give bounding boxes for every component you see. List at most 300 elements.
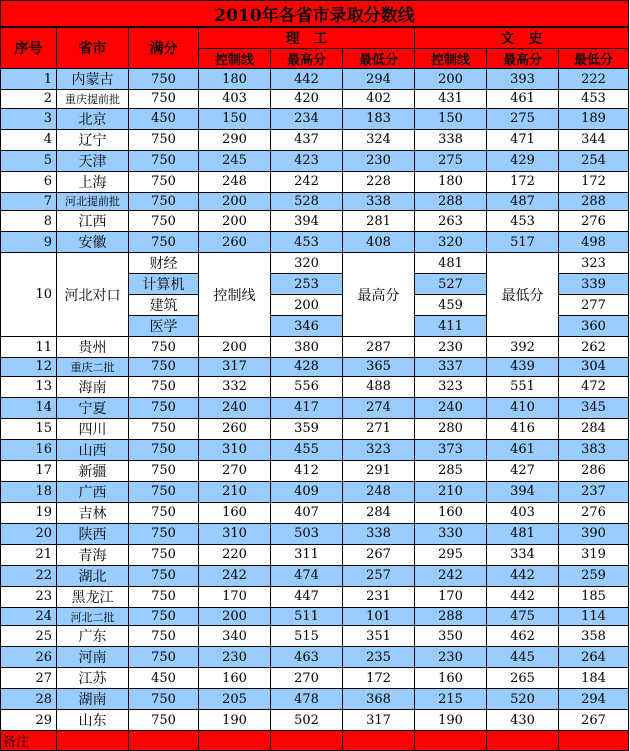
arts-control-cell: 373	[415, 439, 487, 460]
arts-max-cell: 394	[487, 481, 559, 502]
science-max-cell: 311	[271, 544, 343, 565]
table-row	[1, 647, 629, 668]
arts-max-cell: 429	[487, 150, 559, 171]
science-max-cell: 359	[271, 418, 343, 439]
arts-min-cell: 184	[559, 668, 629, 689]
science-min-cell: 368	[343, 689, 415, 710]
science-max-cell: 320	[271, 253, 343, 274]
science-min-cell: 248	[343, 481, 415, 502]
province-cell: 重庆二批	[57, 358, 129, 377]
science-control-cell: 403	[199, 90, 271, 109]
table-row	[1, 710, 629, 731]
science-max-cell: 437	[271, 129, 343, 150]
header-arts-control: 控制线	[415, 49, 487, 69]
arts-control-cell: 160	[415, 668, 487, 689]
arts-max-cell: 481	[487, 523, 559, 544]
arts-max-cell: 487	[487, 192, 559, 211]
arts-control-cell: 481	[415, 253, 487, 274]
table-row	[1, 481, 629, 502]
arts-min-cell: 259	[559, 565, 629, 586]
header-province: 省市	[57, 27, 129, 69]
science-min-cell: 408	[343, 232, 415, 253]
arts-control-cell: 320	[415, 232, 487, 253]
header-science-control: 控制线	[199, 49, 271, 69]
province-cell: 贵州	[57, 337, 129, 358]
arts-max-cell: 410	[487, 397, 559, 418]
science-min-cell: 402	[343, 90, 415, 109]
science-control-cell: 310	[199, 523, 271, 544]
arts-max-cell: 392	[487, 337, 559, 358]
arts-min-cell: 284	[559, 418, 629, 439]
arts-min-cell: 453	[559, 90, 629, 109]
header-arts-max: 最高分	[487, 49, 559, 69]
arts-max-cell: 172	[487, 171, 559, 192]
note-empty-cell	[129, 731, 199, 751]
arts-min-cell: 276	[559, 211, 629, 232]
full-score-cell: 750	[129, 397, 199, 418]
arts-min-cell: 323	[559, 253, 629, 274]
header-seq: 序号	[1, 27, 57, 69]
full-score-cell: 750	[129, 502, 199, 523]
row-number: 1	[1, 69, 57, 90]
row-number: 29	[1, 710, 57, 731]
province-cell: 河南	[57, 647, 129, 668]
row-number: 26	[1, 647, 57, 668]
full-score-cell: 750	[129, 586, 199, 607]
science-max-cell: 407	[271, 502, 343, 523]
table-row	[1, 460, 629, 481]
arts-min-cell: 360	[559, 316, 629, 337]
row-number: 24	[1, 607, 57, 626]
row-number: 17	[1, 460, 57, 481]
arts-min-cell: 390	[559, 523, 629, 544]
science-max-cell: 270	[271, 668, 343, 689]
full-score-cell: 750	[129, 418, 199, 439]
header-arts: 文 史	[415, 27, 629, 49]
arts-max-cell: 461	[487, 90, 559, 109]
arts-max-cell: 462	[487, 626, 559, 647]
arts-min-cell: 277	[559, 295, 629, 316]
arts-min-cell: 286	[559, 460, 629, 481]
row-number: 22	[1, 565, 57, 586]
science-min-cell: 338	[343, 192, 415, 211]
science-max-cell: 478	[271, 689, 343, 710]
arts-min-cell: 172	[559, 171, 629, 192]
arts-control-cell: 263	[415, 211, 487, 232]
table-row	[1, 129, 629, 150]
arts-control-cell: 230	[415, 647, 487, 668]
arts-max-cell: 416	[487, 418, 559, 439]
row-number: 5	[1, 150, 57, 171]
science-min-cell: 271	[343, 418, 415, 439]
row-number: 25	[1, 626, 57, 647]
science-max-cell: 380	[271, 337, 343, 358]
note-empty-cell	[199, 731, 271, 751]
note-row	[1, 731, 629, 751]
science-max-cell: 502	[271, 710, 343, 731]
science-min-cell: 172	[343, 668, 415, 689]
province-cell: 辽宁	[57, 129, 129, 150]
science-control-cell: 150	[199, 108, 271, 129]
province-cell: 北京	[57, 108, 129, 129]
table-row	[1, 607, 629, 626]
province-cell: 四川	[57, 418, 129, 439]
note-label: 备注	[1, 731, 57, 751]
arts-min-cell: 319	[559, 544, 629, 565]
table-row	[1, 108, 629, 129]
province-cell: 吉林	[57, 502, 129, 523]
full-score-cell: 450	[129, 108, 199, 129]
science-max-cell: 423	[271, 150, 343, 171]
table-row	[1, 565, 629, 586]
science-control-cell: 180	[199, 69, 271, 90]
full-score-cell: 750	[129, 171, 199, 192]
arts-max-cell: 265	[487, 668, 559, 689]
arts-max-cell: 520	[487, 689, 559, 710]
science-min-cell: 235	[343, 647, 415, 668]
arts-max-cell: 439	[487, 358, 559, 377]
table-row	[1, 376, 629, 397]
science-max-cell: 428	[271, 358, 343, 377]
arts-control-cell: 280	[415, 418, 487, 439]
arts-control-cell: 240	[415, 397, 487, 418]
province-cell: 海南	[57, 376, 129, 397]
table-row	[1, 253, 629, 274]
table-row	[1, 523, 629, 544]
arts-control-cell: 210	[415, 481, 487, 502]
science-min-cell: 287	[343, 337, 415, 358]
science-min-cell: 284	[343, 502, 415, 523]
full-score-cell: 750	[129, 376, 199, 397]
arts-min-cell: 237	[559, 481, 629, 502]
province-cell: 江西	[57, 211, 129, 232]
full-score-cell: 450	[129, 668, 199, 689]
arts-min-cell: 288	[559, 192, 629, 211]
science-control-cell: 170	[199, 586, 271, 607]
science-min-cell: 317	[343, 710, 415, 731]
science-min-cell: 183	[343, 108, 415, 129]
full-score-cell: 750	[129, 192, 199, 211]
table-row	[1, 586, 629, 607]
arts-max-cell: 442	[487, 565, 559, 586]
science-control-cell: 290	[199, 129, 271, 150]
full-score-cell: 750	[129, 358, 199, 377]
table-row	[1, 337, 629, 358]
science-max-cell: 447	[271, 586, 343, 607]
arts-min-cell: 114	[559, 607, 629, 626]
full-score-cell: 750	[129, 607, 199, 626]
subcategory-cell: 建筑	[129, 295, 199, 316]
arts-max-cell: 471	[487, 129, 559, 150]
row-number: 9	[1, 232, 57, 253]
note-empty-cell	[343, 731, 415, 751]
arts-control-cell: 170	[415, 586, 487, 607]
full-score-cell: 750	[129, 626, 199, 647]
arts-control-cell: 200	[415, 69, 487, 90]
row-number: 23	[1, 586, 57, 607]
science-control-cell: 控制线	[199, 253, 271, 337]
full-score-cell: 750	[129, 460, 199, 481]
province-cell: 重庆提前批	[57, 90, 129, 109]
province-cell: 安徽	[57, 232, 129, 253]
note-empty-cell	[57, 731, 129, 751]
full-score-cell: 750	[129, 689, 199, 710]
row-number: 20	[1, 523, 57, 544]
science-control-cell: 260	[199, 232, 271, 253]
science-max-cell: 409	[271, 481, 343, 502]
science-control-cell: 240	[199, 397, 271, 418]
science-min-cell: 338	[343, 523, 415, 544]
subcategory-cell: 财经	[129, 253, 199, 274]
science-control-cell: 220	[199, 544, 271, 565]
full-score-cell: 750	[129, 710, 199, 731]
science-max-cell: 556	[271, 376, 343, 397]
science-control-cell: 190	[199, 710, 271, 731]
arts-control-cell: 337	[415, 358, 487, 377]
arts-min-cell: 304	[559, 358, 629, 377]
table-row	[1, 358, 629, 377]
arts-max-cell: 445	[487, 647, 559, 668]
arts-max-cell: 334	[487, 544, 559, 565]
arts-control-cell: 150	[415, 108, 487, 129]
science-max-cell: 528	[271, 192, 343, 211]
science-min-cell: 351	[343, 626, 415, 647]
science-control-cell: 245	[199, 150, 271, 171]
arts-max-cell: 393	[487, 69, 559, 90]
arts-control-cell: 330	[415, 523, 487, 544]
row-number: 21	[1, 544, 57, 565]
science-min-cell: 228	[343, 171, 415, 192]
full-score-cell: 750	[129, 523, 199, 544]
province-cell: 上海	[57, 171, 129, 192]
row-number: 10	[1, 253, 57, 337]
table-row	[1, 689, 629, 710]
header-science-min: 最低分	[343, 49, 415, 69]
science-max-cell: 200	[271, 295, 343, 316]
arts-min-cell: 276	[559, 502, 629, 523]
row-number: 12	[1, 358, 57, 377]
science-min-cell: 最高分	[343, 253, 415, 337]
arts-control-cell: 431	[415, 90, 487, 109]
arts-min-cell: 264	[559, 647, 629, 668]
science-max-cell: 515	[271, 626, 343, 647]
full-score-cell: 750	[129, 544, 199, 565]
science-control-cell: 340	[199, 626, 271, 647]
arts-control-cell: 190	[415, 710, 487, 731]
full-score-cell: 750	[129, 481, 199, 502]
row-number: 18	[1, 481, 57, 502]
science-control-cell: 210	[199, 481, 271, 502]
table-row	[1, 397, 629, 418]
arts-control-cell: 295	[415, 544, 487, 565]
full-score-cell: 750	[129, 90, 199, 109]
row-number: 16	[1, 439, 57, 460]
science-max-cell: 453	[271, 232, 343, 253]
arts-min-cell: 358	[559, 626, 629, 647]
province-cell: 河北提前批	[57, 192, 129, 211]
science-control-cell: 200	[199, 211, 271, 232]
arts-max-cell: 517	[487, 232, 559, 253]
table-row	[1, 502, 629, 523]
arts-min-cell: 189	[559, 108, 629, 129]
science-max-cell: 455	[271, 439, 343, 460]
province-cell: 江苏	[57, 668, 129, 689]
science-max-cell: 242	[271, 171, 343, 192]
table-title: 2010年各省市录取分数线	[1, 1, 629, 28]
science-min-cell: 365	[343, 358, 415, 377]
arts-min-cell: 254	[559, 150, 629, 171]
arts-control-cell: 350	[415, 626, 487, 647]
science-max-cell: 234	[271, 108, 343, 129]
arts-control-cell: 411	[415, 316, 487, 337]
science-max-cell: 346	[271, 316, 343, 337]
header-science: 理 工	[199, 27, 415, 49]
table-row	[1, 171, 629, 192]
science-control-cell: 200	[199, 337, 271, 358]
science-max-cell: 442	[271, 69, 343, 90]
science-max-cell: 474	[271, 565, 343, 586]
science-min-cell: 324	[343, 129, 415, 150]
note-empty-cell	[271, 731, 343, 751]
arts-min-cell: 344	[559, 129, 629, 150]
row-number: 11	[1, 337, 57, 358]
province-cell: 陕西	[57, 523, 129, 544]
science-control-cell: 205	[199, 689, 271, 710]
arts-max-cell: 442	[487, 586, 559, 607]
arts-control-cell: 242	[415, 565, 487, 586]
science-min-cell: 101	[343, 607, 415, 626]
science-min-cell: 294	[343, 69, 415, 90]
science-control-cell: 200	[199, 607, 271, 626]
science-min-cell: 257	[343, 565, 415, 586]
table-row	[1, 439, 629, 460]
table-row	[1, 69, 629, 90]
row-number: 4	[1, 129, 57, 150]
arts-min-cell: 185	[559, 586, 629, 607]
arts-min-cell: 267	[559, 710, 629, 731]
province-cell: 广西	[57, 481, 129, 502]
arts-control-cell: 323	[415, 376, 487, 397]
science-max-cell: 253	[271, 274, 343, 295]
arts-max-cell: 430	[487, 710, 559, 731]
row-number: 19	[1, 502, 57, 523]
table-row	[1, 418, 629, 439]
province-cell: 宁夏	[57, 397, 129, 418]
science-min-cell: 281	[343, 211, 415, 232]
arts-control-cell: 230	[415, 337, 487, 358]
row-number: 13	[1, 376, 57, 397]
row-number: 6	[1, 171, 57, 192]
arts-min-cell: 472	[559, 376, 629, 397]
province-cell: 新疆	[57, 460, 129, 481]
subcategory-cell: 医学	[129, 316, 199, 337]
arts-min-cell: 345	[559, 397, 629, 418]
row-number: 8	[1, 211, 57, 232]
arts-min-cell: 294	[559, 689, 629, 710]
arts-control-cell: 459	[415, 295, 487, 316]
province-cell: 青海	[57, 544, 129, 565]
science-min-cell: 231	[343, 586, 415, 607]
science-max-cell: 394	[271, 211, 343, 232]
arts-control-cell: 215	[415, 689, 487, 710]
science-control-cell: 200	[199, 192, 271, 211]
science-control-cell: 332	[199, 376, 271, 397]
row-number: 28	[1, 689, 57, 710]
full-score-cell: 750	[129, 439, 199, 460]
arts-max-cell: 461	[487, 439, 559, 460]
full-score-cell: 750	[129, 211, 199, 232]
province-cell: 黑龙江	[57, 586, 129, 607]
province-cell: 河北二批	[57, 607, 129, 626]
science-control-cell: 160	[199, 668, 271, 689]
arts-max-cell: 427	[487, 460, 559, 481]
arts-control-cell: 288	[415, 607, 487, 626]
arts-control-cell: 180	[415, 171, 487, 192]
province-cell: 广东	[57, 626, 129, 647]
province-cell: 河北对口	[57, 253, 129, 337]
arts-control-cell: 285	[415, 460, 487, 481]
science-max-cell: 463	[271, 647, 343, 668]
science-min-cell: 323	[343, 439, 415, 460]
row-number: 15	[1, 418, 57, 439]
arts-min-cell: 262	[559, 337, 629, 358]
header-arts-min: 最低分	[559, 49, 629, 69]
table-row	[1, 668, 629, 689]
province-cell: 湖南	[57, 689, 129, 710]
science-min-cell: 274	[343, 397, 415, 418]
subcategory-cell: 计算机	[129, 274, 199, 295]
row-number: 7	[1, 192, 57, 211]
full-score-cell: 750	[129, 565, 199, 586]
row-number: 2	[1, 90, 57, 109]
arts-control-cell: 527	[415, 274, 487, 295]
row-number: 3	[1, 108, 57, 129]
province-cell: 天津	[57, 150, 129, 171]
arts-max-cell: 475	[487, 607, 559, 626]
note-empty-cell	[415, 731, 487, 751]
province-cell: 山东	[57, 710, 129, 731]
science-max-cell: 417	[271, 397, 343, 418]
science-min-cell: 230	[343, 150, 415, 171]
science-min-cell: 488	[343, 376, 415, 397]
arts-min-cell: 498	[559, 232, 629, 253]
province-cell: 内蒙古	[57, 69, 129, 90]
full-score-cell: 750	[129, 647, 199, 668]
table-row	[1, 90, 629, 109]
table-row	[1, 211, 629, 232]
science-max-cell: 420	[271, 90, 343, 109]
full-score-cell: 750	[129, 69, 199, 90]
table-row	[1, 544, 629, 565]
science-min-cell: 291	[343, 460, 415, 481]
science-max-cell: 412	[271, 460, 343, 481]
row-number: 14	[1, 397, 57, 418]
full-score-cell: 750	[129, 337, 199, 358]
science-control-cell: 270	[199, 460, 271, 481]
science-max-cell: 503	[271, 523, 343, 544]
full-score-cell: 750	[129, 232, 199, 253]
header-science-max: 最高分	[271, 49, 343, 69]
arts-min-cell: 383	[559, 439, 629, 460]
science-control-cell: 317	[199, 358, 271, 377]
arts-max-cell: 最低分	[487, 253, 559, 337]
arts-min-cell: 339	[559, 274, 629, 295]
science-control-cell: 242	[199, 565, 271, 586]
arts-max-cell: 403	[487, 502, 559, 523]
arts-max-cell: 453	[487, 211, 559, 232]
table-row	[1, 232, 629, 253]
arts-control-cell: 338	[415, 129, 487, 150]
